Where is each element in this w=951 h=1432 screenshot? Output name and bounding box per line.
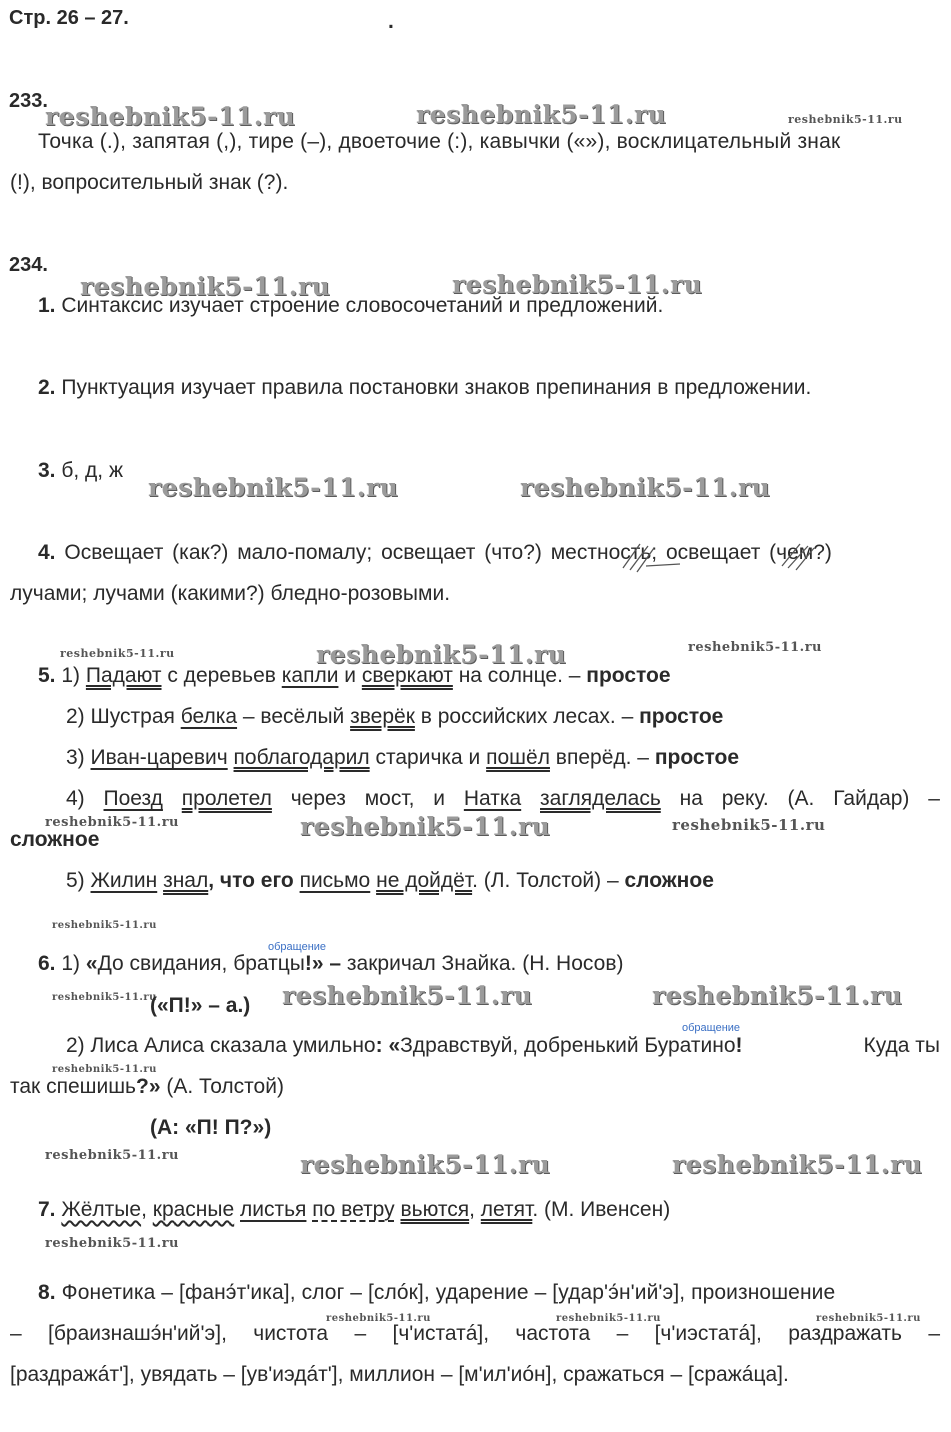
watermark: reshebnik5-11.ru	[652, 981, 903, 1010]
text: ,	[469, 1198, 481, 1221]
text: Гайдар)	[833, 787, 910, 810]
text: , что его	[208, 869, 300, 892]
stray-dot: .	[388, 10, 394, 33]
text: через	[290, 787, 346, 810]
text: реку.	[721, 787, 769, 810]
subject: Поезд	[103, 787, 163, 810]
punctuation: !»	[304, 952, 324, 975]
watermark: reshebnik5-11.ru	[45, 1148, 180, 1163]
predicate: знал	[163, 869, 209, 892]
exercise-233-line-2: (!), вопросительный знак (?).	[10, 171, 289, 194]
predicate: поблагодарил	[233, 746, 370, 769]
watermark: reshebnik5-11.ru	[300, 812, 551, 841]
address-note: обращение	[268, 941, 327, 953]
task-5-number: 5.	[38, 664, 56, 687]
watermark: reshebnik5-11.ru	[45, 815, 180, 830]
predicate: не дойдёт	[376, 869, 473, 892]
author-words: закричал Знайка. (Н. Носов)	[341, 952, 624, 975]
pencil-scribble-icon	[778, 536, 828, 576]
subject: капли	[281, 664, 339, 687]
watermark: reshebnik5-11.ru	[45, 1236, 180, 1251]
pencil-scribble-icon	[618, 536, 688, 576]
direct-speech: Куда ты	[857, 1034, 940, 1057]
task-3-number: 3.	[38, 459, 56, 482]
sentence-type: сложное	[10, 828, 100, 851]
task-5-sentence-3	[66, 746, 739, 770]
exercise-233-line-1: Точка (.), запятая (,), тире (–), двоеточие (:), кавычки («»), восклицательный знак	[38, 130, 841, 153]
punctuation: –	[323, 952, 342, 975]
punctuation: :	[375, 1034, 383, 1057]
scheme-1: («П!» – а.)	[150, 994, 251, 1017]
task-1-number: 1.	[38, 294, 56, 317]
task-6-sentence-2-line-2	[10, 1075, 284, 1099]
task-4-text-line-1: Освещает (как?) мало-помалу; освещает (что?) местность; освещает (чем?)	[64, 541, 832, 564]
attribute: красные	[152, 1198, 235, 1221]
watermark: reshebnik5-11.ru	[520, 473, 771, 502]
word: частота	[515, 1322, 591, 1345]
watermark: reshebnik5-11.ru	[45, 102, 296, 131]
text: старичка и	[369, 746, 487, 769]
direct-speech: так спешишь	[10, 1075, 136, 1098]
text: –	[616, 1322, 629, 1345]
sentence-type: сложное	[624, 869, 714, 892]
task-8-number: 8.	[38, 1281, 56, 1304]
watermark: reshebnik5-11.ru	[672, 816, 826, 834]
watermark: reshebnik5-11.ru	[282, 981, 533, 1010]
text: мост,	[364, 787, 415, 810]
direct-speech: До свидания, братцы	[97, 952, 305, 975]
text: на солнце. –	[452, 664, 587, 687]
sentence-type: простое	[586, 664, 671, 687]
sentence-type: простое	[639, 705, 724, 728]
text: (А.	[787, 787, 815, 810]
task-4-line-1	[38, 541, 832, 565]
text: –	[928, 787, 940, 810]
watermark: reshebnik5-11.ru	[52, 920, 157, 931]
quote-mark: «	[85, 952, 98, 975]
text: – весёлый	[237, 705, 351, 728]
text: 2) Шустрая	[66, 705, 181, 728]
task-3-text: б, д, ж	[61, 459, 124, 482]
watermark: reshebnik5-11.ru	[672, 1150, 923, 1179]
text: –	[354, 1322, 367, 1345]
task-3	[38, 459, 123, 483]
predicate: пошёл	[486, 746, 550, 769]
watermark: reshebnik5-11.ru	[52, 1064, 157, 1075]
task-6-sentence-2-line-1	[66, 1034, 940, 1058]
task-4-line-2: лучами; лучами (какими?) бледно-розовыми.	[10, 582, 451, 605]
text: в российских лесах. –	[414, 705, 640, 728]
task-6-number: 6.	[38, 952, 56, 975]
task-7-number: 7.	[38, 1198, 56, 1221]
text: ,	[141, 1198, 153, 1221]
punctuation: ?»	[136, 1075, 161, 1098]
transcription: [ч'иэстатá],	[654, 1322, 762, 1345]
task-5-sentence-5	[66, 869, 714, 893]
task-5-sentence-2	[66, 705, 723, 729]
task-8-line-2	[10, 1322, 940, 1346]
watermark: reshebnik5-11.ru	[52, 992, 157, 1003]
subject: Натка	[463, 787, 522, 810]
task-5-sentence-1	[38, 664, 671, 688]
watermark: reshebnik5-11.ru	[80, 272, 331, 301]
exercise-234-number: 234.	[9, 254, 48, 276]
predicate: пролетел	[181, 787, 272, 810]
watermark: reshebnik5-11.ru	[60, 647, 175, 660]
task-1-text: Синтаксис изучает строение словосочетаний и предложений.	[61, 294, 664, 317]
text: . (М. Ивенсен)	[532, 1198, 671, 1221]
text: и	[433, 787, 446, 810]
watermark: reshebnik5-11.ru	[788, 113, 903, 126]
watermark: reshebnik5-11.ru	[556, 1313, 661, 1324]
task-5-sentence-4	[66, 787, 940, 811]
text: вперёд. –	[549, 746, 655, 769]
text: –	[10, 1322, 22, 1345]
task-8-line-3: [раздражáт'], увядать – [ув'иэдáт'], миллион – [м'ил'иóн], сражаться – [сражáца].	[10, 1363, 789, 1386]
author-words: 2) Лиса Алиса сказала умильно	[66, 1034, 376, 1057]
watermark: reshebnik5-11.ru	[300, 1150, 551, 1179]
address-note: обращение	[682, 1022, 741, 1034]
transcription: [браизнашэ́н'ий'э],	[48, 1322, 227, 1345]
word: раздражать	[788, 1322, 902, 1345]
watermark: reshebnik5-11.ru	[416, 100, 667, 129]
subject: письмо	[299, 869, 371, 892]
direct-speech: Здравствуй, добренький Буратино	[400, 1034, 736, 1057]
sentence-type: простое	[654, 746, 740, 769]
watermark: reshebnik5-11.ru	[326, 1313, 431, 1324]
transcription: [ч'истатá],	[392, 1322, 490, 1345]
task-2-number: 2.	[38, 376, 56, 399]
watermark: reshebnik5-11.ru	[452, 270, 703, 299]
text: и	[338, 664, 362, 687]
predicate: загляделась	[540, 787, 661, 810]
text: –	[928, 1322, 940, 1345]
task-4-number: 4.	[38, 541, 56, 564]
subject: Жилин	[90, 869, 158, 892]
scheme-2: (А: «П! П?»)	[150, 1116, 272, 1139]
text: 3)	[66, 746, 91, 769]
text: . (Л. Толстой) –	[472, 869, 625, 892]
predicate: вьются	[400, 1198, 470, 1221]
word: чистота	[253, 1322, 329, 1345]
watermark: reshebnik5-11.ru	[816, 1313, 921, 1324]
text: с деревьев	[161, 664, 282, 687]
task-8-line-1	[38, 1281, 835, 1305]
predicate: зверёк	[350, 705, 415, 728]
task-6-sentence-1	[38, 952, 623, 976]
watermark: reshebnik5-11.ru	[316, 640, 567, 669]
sentence-number: 1)	[61, 664, 81, 687]
text: на	[679, 787, 703, 810]
subject: белка	[180, 705, 238, 728]
predicate: сверкают	[361, 664, 453, 687]
task-7	[38, 1198, 670, 1222]
page-range-header: Стр. 26 – 27.	[9, 7, 129, 29]
task-8-text-line-1: Фонетика – [фанэ́т'ика], слог – [слóк], ударение – [удар'э́н'ий'э], произношение	[61, 1281, 836, 1304]
predicate: Падают	[85, 664, 162, 687]
watermark: reshebnik5-11.ru	[148, 473, 399, 502]
text: 5)	[66, 869, 91, 892]
sentence-number: 4)	[66, 787, 85, 810]
task-1	[38, 294, 663, 318]
task-2	[38, 376, 811, 400]
task-2-text: Пунктуация изучает правила постановки знаков препинания в предложении.	[61, 376, 812, 399]
predicate: летят	[480, 1198, 533, 1221]
exercise-233-number: 233.	[9, 90, 48, 112]
subject: листья	[240, 1198, 307, 1221]
punctuation: «	[382, 1034, 401, 1057]
watermark: reshebnik5-11.ru	[688, 640, 823, 655]
author-words: (А. Толстой)	[160, 1075, 284, 1098]
subject: Иван-царевич	[90, 746, 228, 769]
punctuation: !	[735, 1034, 743, 1057]
attribute: Жёлтые	[61, 1198, 142, 1221]
adverbial: по ветру	[312, 1198, 395, 1221]
sentence-number: 1)	[61, 952, 86, 975]
